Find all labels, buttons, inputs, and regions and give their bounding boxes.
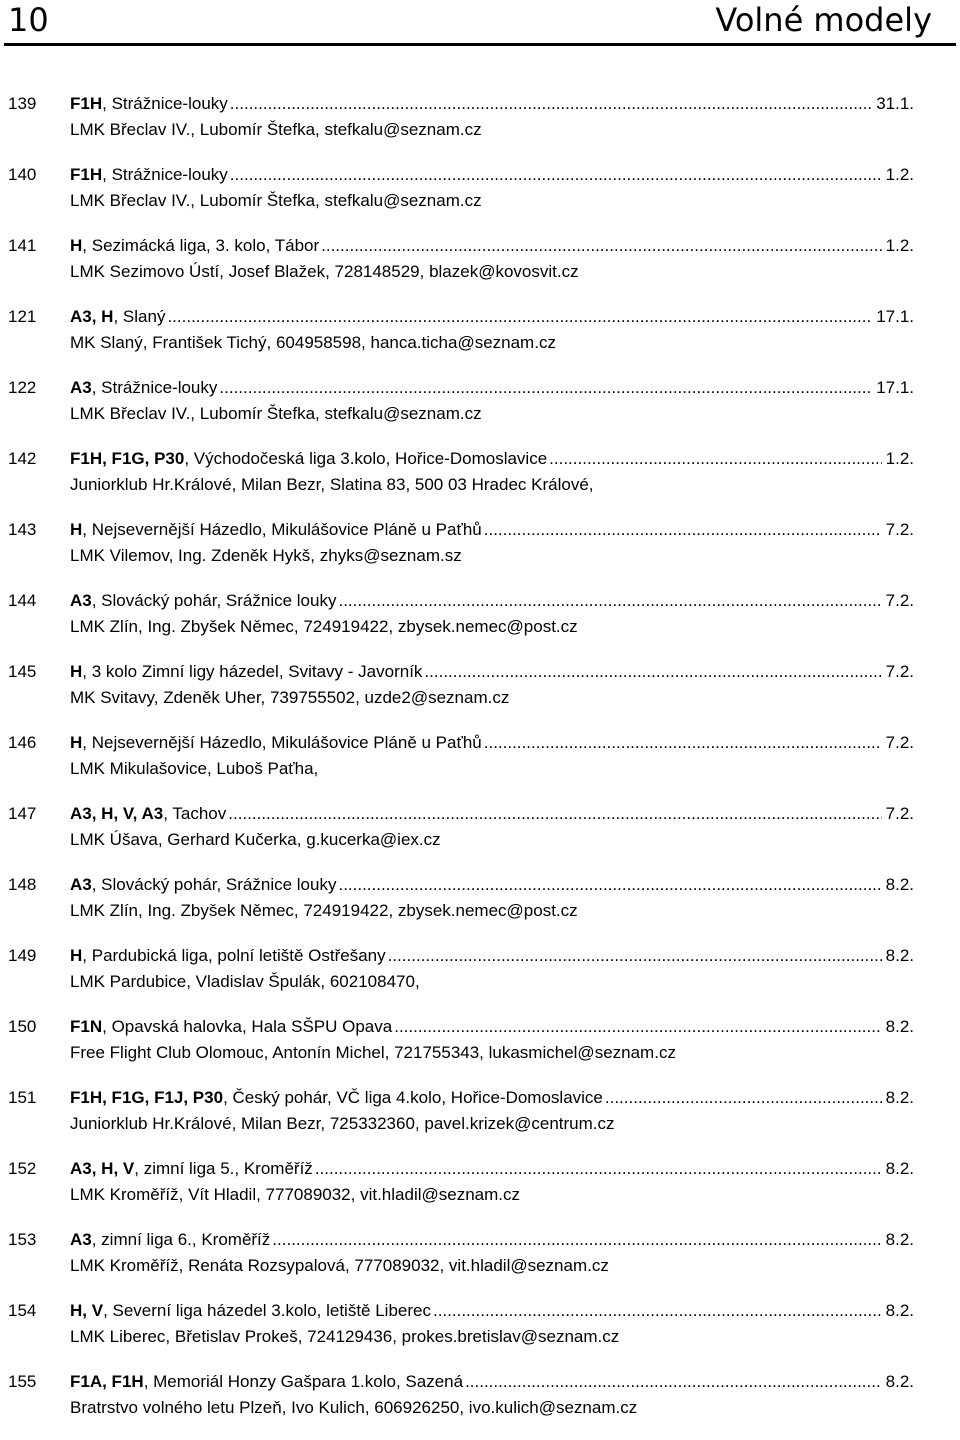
event-class: A3, H bbox=[70, 307, 114, 326]
event-number: 139 bbox=[8, 94, 37, 113]
event-contact: Free Flight Club Olomouc, Antonín Michel, 721755343, lukasmichel@seznam.cz bbox=[70, 1043, 676, 1062]
event-number: 151 bbox=[8, 1088, 37, 1107]
event-entry bbox=[0, 1014, 960, 1085]
event-contact: Juniorklub Hr.Králové, Milan Bezr, Slatina 83, 500 03 Hradec Králové, bbox=[70, 475, 594, 494]
event-date: 17.1. bbox=[876, 378, 914, 397]
event-row bbox=[70, 304, 914, 330]
event-date: 8.2. bbox=[885, 875, 914, 894]
event-text bbox=[70, 1085, 603, 1111]
event-line bbox=[0, 1298, 914, 1324]
event-text bbox=[70, 162, 228, 188]
dot-leader bbox=[230, 91, 872, 117]
event-entry bbox=[0, 659, 960, 730]
dot-leader bbox=[321, 233, 882, 259]
event-date: 8.2. bbox=[885, 1301, 914, 1320]
event-description: , Pardubická liga, polní letiště Ostřešany bbox=[82, 946, 386, 965]
event-contact: LMK Kroměříž, Vít Hladil, 777089032, vit.hladil@seznam.cz bbox=[70, 1185, 521, 1204]
event-entry bbox=[0, 304, 960, 375]
dot-leader bbox=[394, 1014, 881, 1040]
dot-leader bbox=[230, 162, 882, 188]
dot-leader bbox=[338, 588, 881, 614]
dot-leader bbox=[388, 943, 882, 969]
event-row bbox=[70, 1014, 914, 1040]
event-line bbox=[0, 91, 914, 117]
event-contact: LMK Úšava, Gerhard Kučerka, g.kucerka@iex.cz bbox=[70, 830, 441, 849]
event-contact: Juniorklub Hr.Králové, Milan Bezr, 725332360, pavel.krizek@centrum.cz bbox=[70, 1114, 615, 1133]
event-class: F1H bbox=[70, 165, 103, 184]
event-text bbox=[70, 517, 482, 543]
event-text bbox=[70, 872, 336, 898]
event-contact: LMK Břeclav IV., Lubomír Štefka, stefkalu@seznam.cz bbox=[70, 191, 482, 210]
event-contact: MK Svitavy, Zdeněk Uher, 739755502, uzde2@seznam.cz bbox=[70, 688, 510, 707]
event-number: 150 bbox=[8, 1017, 37, 1036]
event-row bbox=[70, 517, 914, 543]
event-number: 144 bbox=[8, 591, 37, 610]
event-description: , Strážnice-louky bbox=[91, 378, 218, 397]
dot-leader bbox=[272, 1227, 881, 1253]
event-line bbox=[0, 588, 914, 614]
event-description: , zimní liga 6., Kroměříž bbox=[91, 1230, 271, 1249]
event-date: 7.2. bbox=[885, 662, 914, 681]
dot-leader bbox=[228, 801, 881, 827]
event-number: 145 bbox=[8, 662, 37, 681]
event-date: 1.2. bbox=[885, 165, 914, 184]
event-number: 154 bbox=[8, 1301, 37, 1320]
event-entry bbox=[0, 872, 960, 943]
dot-leader bbox=[338, 872, 881, 898]
event-line bbox=[0, 446, 914, 472]
event-class: A3, H, V, A3 bbox=[70, 804, 164, 823]
event-date: 8.2. bbox=[885, 1159, 914, 1178]
event-text bbox=[70, 588, 336, 614]
dot-leader bbox=[433, 1298, 882, 1324]
event-class: F1N bbox=[70, 1017, 103, 1036]
event-line bbox=[0, 517, 914, 543]
event-description: , zimní liga 5., Kroměříž bbox=[134, 1159, 313, 1178]
event-line bbox=[0, 304, 914, 330]
event-date: 8.2. bbox=[885, 1017, 914, 1036]
event-date: 8.2. bbox=[885, 1372, 914, 1391]
event-description: , Opavská halovka, Hala SŠPU Opava bbox=[102, 1017, 393, 1036]
event-class: H bbox=[70, 662, 83, 681]
event-line bbox=[0, 730, 914, 756]
event-date: 7.2. bbox=[885, 520, 914, 539]
event-date: 7.2. bbox=[885, 591, 914, 610]
event-entry bbox=[0, 1085, 960, 1156]
event-description: , Tachov bbox=[163, 804, 227, 823]
event-line bbox=[0, 375, 914, 401]
event-line bbox=[0, 659, 914, 685]
dot-leader bbox=[484, 517, 882, 543]
section-title: Volné modely bbox=[715, 1, 932, 39]
event-class: F1H, F1G, P30 bbox=[70, 449, 185, 468]
event-number: 148 bbox=[8, 875, 37, 894]
event-date: 31.1. bbox=[876, 94, 914, 113]
event-text bbox=[70, 446, 547, 472]
event-text bbox=[70, 943, 386, 969]
event-text bbox=[70, 801, 226, 827]
event-entry bbox=[0, 446, 960, 517]
event-description: , Slaný bbox=[113, 307, 166, 326]
event-number: 155 bbox=[8, 1372, 37, 1391]
dot-leader bbox=[465, 1369, 882, 1395]
event-number: 121 bbox=[8, 307, 37, 326]
dot-leader bbox=[219, 375, 872, 401]
event-description: , Severní liga házedel 3.kolo, letiště Liberec bbox=[103, 1301, 431, 1320]
event-line bbox=[0, 1369, 914, 1395]
event-description: , Memoriál Honzy Gašpara 1.kolo, Sazená bbox=[143, 1372, 464, 1391]
event-row bbox=[70, 91, 914, 117]
event-description: , Východočeská liga 3.kolo, Hořice-Domoslavice bbox=[184, 449, 548, 468]
event-number: 122 bbox=[8, 378, 37, 397]
event-contact: LMK Pardubice, Vladislav Špulák, 602108470, bbox=[70, 972, 420, 991]
event-text bbox=[70, 304, 165, 330]
event-list bbox=[0, 91, 960, 1440]
dot-leader bbox=[424, 659, 881, 685]
event-line bbox=[0, 233, 914, 259]
event-text bbox=[70, 375, 217, 401]
event-date: 8.2. bbox=[885, 1230, 914, 1249]
event-line bbox=[0, 1085, 914, 1111]
dot-leader bbox=[315, 1156, 882, 1182]
event-row bbox=[70, 1298, 914, 1324]
event-class: A3 bbox=[70, 591, 92, 610]
event-text bbox=[70, 1298, 431, 1324]
event-line bbox=[0, 801, 914, 827]
event-class: H bbox=[70, 946, 83, 965]
page-header bbox=[0, 0, 960, 46]
event-row bbox=[70, 659, 914, 685]
event-text bbox=[70, 1156, 313, 1182]
event-entry bbox=[0, 1227, 960, 1298]
event-text bbox=[70, 1227, 270, 1253]
event-row bbox=[70, 872, 914, 898]
page-number: 10 bbox=[8, 1, 49, 39]
event-entry bbox=[0, 801, 960, 872]
event-line bbox=[0, 872, 914, 898]
event-date: 8.2. bbox=[885, 946, 914, 965]
event-date: 7.2. bbox=[885, 733, 914, 752]
event-class: F1H bbox=[70, 94, 103, 113]
event-row bbox=[70, 1156, 914, 1182]
dot-leader bbox=[549, 446, 881, 472]
event-entry bbox=[0, 233, 960, 304]
event-class: H bbox=[70, 733, 83, 752]
event-contact: Bratrstvo volného letu Plzeň, Ivo Kulich, 606926250, ivo.kulich@seznam.cz bbox=[70, 1398, 638, 1417]
event-class: F1A, F1H bbox=[70, 1372, 144, 1391]
header-rule bbox=[4, 43, 956, 46]
event-contact: LMK Liberec, Břetislav Prokeš, 724129436, prokes.bretislav@seznam.cz bbox=[70, 1327, 620, 1346]
event-class: H, V bbox=[70, 1301, 104, 1320]
event-row bbox=[70, 943, 914, 969]
event-number: 141 bbox=[8, 236, 37, 255]
event-date: 8.2. bbox=[885, 1088, 914, 1107]
event-class: A3, H, V bbox=[70, 1159, 135, 1178]
event-row bbox=[70, 162, 914, 188]
event-contact: LMK Sezimovo Ústí, Josef Blažek, 728148529, blazek@kovosvit.cz bbox=[70, 262, 579, 281]
event-contact: LMK Vilemov, Ing. Zdeněk Hykš, zhyks@seznam.sz bbox=[70, 546, 462, 565]
dot-leader bbox=[167, 304, 872, 330]
event-entry bbox=[0, 91, 960, 162]
event-row bbox=[70, 1227, 914, 1253]
event-row bbox=[70, 375, 914, 401]
event-text bbox=[70, 1369, 463, 1395]
event-entry bbox=[0, 375, 960, 446]
event-date: 1.2. bbox=[885, 449, 914, 468]
event-contact: LMK Zlín, Ing. Zbyšek Němec, 724919422, zbysek.nemec@post.cz bbox=[70, 901, 578, 920]
event-number: 153 bbox=[8, 1230, 37, 1249]
event-line bbox=[0, 1014, 914, 1040]
event-row bbox=[70, 1085, 914, 1111]
event-contact: LMK Břeclav IV., Lubomír Štefka, stefkalu@seznam.cz bbox=[70, 404, 482, 423]
event-number: 146 bbox=[8, 733, 37, 752]
event-contact: LMK Kroměříž, Renáta Rozsypalová, 777089032, vit.hladil@seznam.cz bbox=[70, 1256, 609, 1275]
event-text bbox=[70, 1014, 392, 1040]
event-entry bbox=[0, 1156, 960, 1227]
event-entry bbox=[0, 1298, 960, 1369]
event-contact: LMK Břeclav IV., Lubomír Štefka, stefkalu@seznam.cz bbox=[70, 120, 482, 139]
event-description: , Strážnice-louky bbox=[102, 94, 228, 113]
event-entry bbox=[0, 1369, 960, 1440]
event-description: , Strážnice-louky bbox=[102, 165, 228, 184]
event-row bbox=[70, 730, 914, 756]
event-class: H bbox=[70, 236, 83, 255]
event-description: , 3 kolo Zimní ligy házedel, Svitavy - Javorník bbox=[82, 662, 423, 681]
event-entry bbox=[0, 588, 960, 659]
event-entry bbox=[0, 517, 960, 588]
dot-leader bbox=[484, 730, 882, 756]
event-date: 1.2. bbox=[885, 236, 914, 255]
event-line bbox=[0, 1156, 914, 1182]
event-date: 17.1. bbox=[876, 307, 914, 326]
event-text bbox=[70, 91, 228, 117]
event-number: 143 bbox=[8, 520, 37, 539]
event-description: , Český pohár, VČ liga 4.kolo, Hořice-Domoslavice bbox=[223, 1088, 603, 1107]
event-contact: LMK Mikulašovice, Luboš Paťha, bbox=[70, 759, 319, 778]
event-description: , Nejsevernější Házedlo, Mikulášovice Pláně u Paťhů bbox=[82, 733, 482, 752]
event-date: 7.2. bbox=[885, 804, 914, 823]
event-number: 152 bbox=[8, 1159, 37, 1178]
event-entry bbox=[0, 162, 960, 233]
event-row bbox=[70, 233, 914, 259]
event-line bbox=[0, 162, 914, 188]
event-contact: LMK Zlín, Ing. Zbyšek Němec, 724919422, zbysek.nemec@post.cz bbox=[70, 617, 578, 636]
event-contact: MK Slaný, František Tichý, 604958598, hanca.ticha@seznam.cz bbox=[70, 333, 556, 352]
event-class: A3 bbox=[70, 1230, 92, 1249]
event-entry bbox=[0, 943, 960, 1014]
event-class: A3 bbox=[70, 378, 92, 397]
event-number: 140 bbox=[8, 165, 37, 184]
event-number: 147 bbox=[8, 804, 37, 823]
event-row bbox=[70, 446, 914, 472]
event-text bbox=[70, 730, 482, 756]
event-description: , Nejsevernější Házedlo, Mikulášovice Pláně u Paťhů bbox=[82, 520, 482, 539]
event-class: F1H, F1G, F1J, P30 bbox=[70, 1088, 224, 1107]
event-class: H bbox=[70, 520, 83, 539]
event-line bbox=[0, 943, 914, 969]
event-row bbox=[70, 801, 914, 827]
dot-leader bbox=[605, 1085, 882, 1111]
event-description: , Slovácký pohár, Srážnice louky bbox=[91, 875, 337, 894]
event-number: 149 bbox=[8, 946, 37, 965]
event-text bbox=[70, 233, 319, 259]
event-number: 142 bbox=[8, 449, 37, 468]
event-entry bbox=[0, 730, 960, 801]
event-row bbox=[70, 1369, 914, 1395]
event-description: , Slovácký pohár, Srážnice louky bbox=[91, 591, 337, 610]
event-description: , Sezimácká liga, 3. kolo, Tábor bbox=[82, 236, 320, 255]
event-text bbox=[70, 659, 422, 685]
event-row bbox=[70, 588, 914, 614]
event-line bbox=[0, 1227, 914, 1253]
event-class: A3 bbox=[70, 875, 92, 894]
